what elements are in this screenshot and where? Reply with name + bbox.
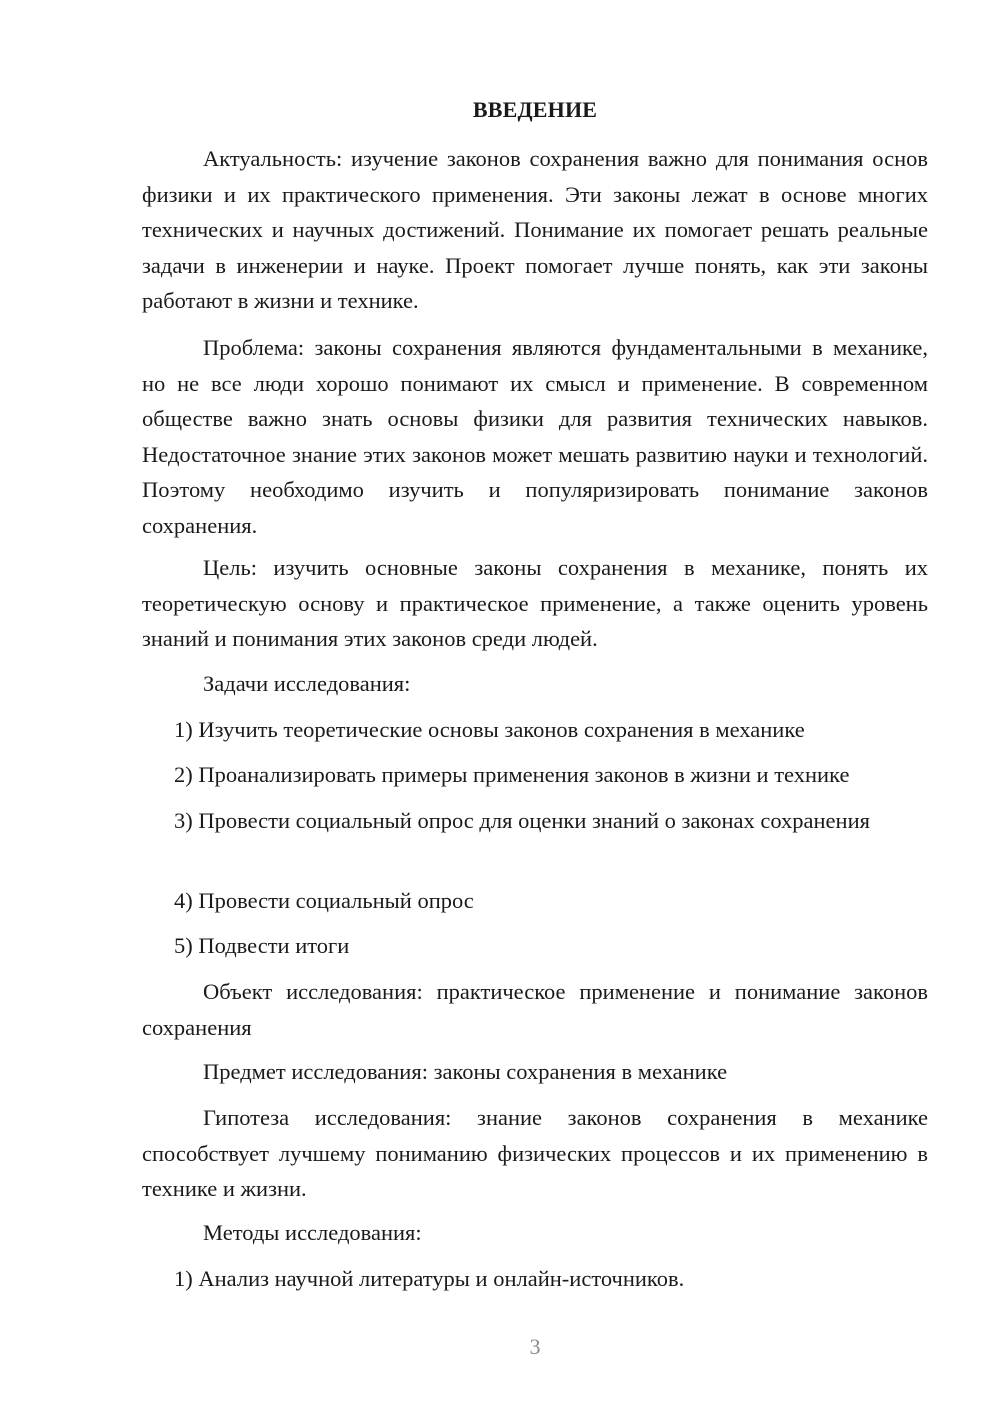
- page-number: 3: [529, 1334, 541, 1359]
- tasks-heading: Задачи исследования:: [203, 671, 411, 696]
- methods-heading: Методы исследования:: [203, 1220, 422, 1245]
- task-item-1: 1) Изучить теоретические основы законов сохранения в механике: [174, 717, 805, 742]
- task-item-3: 3) Провести социальный опрос для оценки знаний о законах сохранения: [174, 808, 870, 833]
- task-item-4: 4) Провести социальный опрос: [174, 888, 474, 913]
- paragraph-hypothesis: Гипотеза исследования: знание законов сохранения в механике способствует лучшему пониманию физических процессов и их применению в технике и жизни.: [142, 1105, 928, 1201]
- paragraph-object: Объект исследования: практическое применение и понимание законов сохранения: [142, 979, 928, 1040]
- task-item-2: 2) Проанализировать примеры применения законов в жизни и технике: [174, 762, 850, 787]
- document-page: [142, 0, 928, 1414]
- task-item-5: 5) Подвести итоги: [174, 933, 350, 958]
- section-heading: ВВЕДЕНИЕ: [472, 97, 598, 122]
- paragraph-goal: Цель: изучить основные законы сохранения в механике, понять их теоретическую основу и практическое применение, а также оценить уровень знаний и понимания этих законов среди людей.: [142, 555, 928, 651]
- paragraph-subject: Предмет исследования: законы сохранения в механике: [203, 1059, 728, 1084]
- paragraph-relevance: Актуальность: изучение законов сохранения важно для понимания основ физики и их практического применения. Эти законы лежат в основе многих технических и научных достижений. Понимание их помогает решать реальные задачи в инженерии и науке. Проект помогает лучше понять, как эти законы работают в жизни и технике.: [142, 146, 928, 313]
- method-item-1: 1) Анализ научной литературы и онлайн-источников.: [174, 1266, 685, 1291]
- paragraph-problem: Проблема: законы сохранения являются фундаментальными в механике, но не все люди хорошо понимают их смысл и применение. В современном обществе важно знать основы физики для развития технических навыков. Недостаточное знание этих законов может мешать развитию науки и технологий. Поэтому необходимо изучить и популяризировать понимание законов сохранения.: [142, 335, 928, 538]
